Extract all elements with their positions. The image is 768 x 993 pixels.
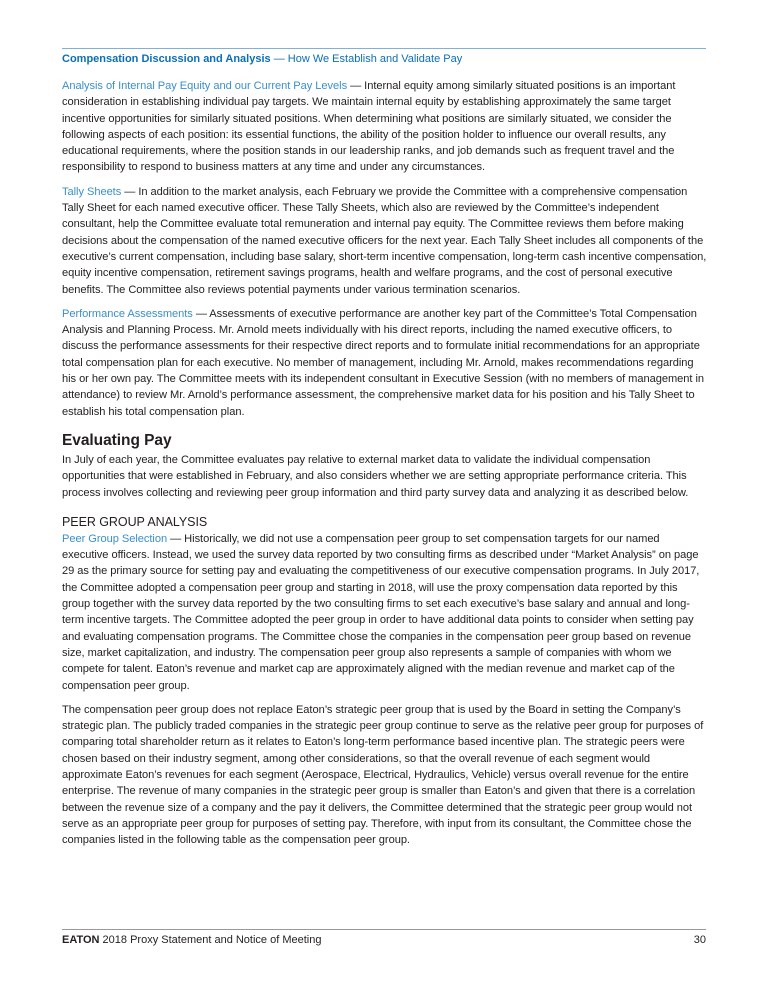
paragraph-internal-equity: [62, 78, 708, 176]
paragraph-performance: [62, 306, 708, 420]
paragraph-lead: Tally Sheets: [62, 185, 122, 198]
paragraph-tally-sheets: [62, 184, 708, 298]
paragraph-text: — Internal equity among similarly situated positions is an important consideration in establishing individual pay targets. We maintain internal equity by establishing approximately the same target incentive opportunities for similarly situated positions. When determining what positions are similarly situated, we consider the following aspects of each position: its essential functions, the ability of the position holder to influence our overall results, any educational requirements, where the position stands in our leadership ranks, and job demands such as frequent travel and the responsibility to respond to business matters at any time and under any circumstances.: [62, 80, 676, 174]
section-title: Compensation Discussion and Analysis: [62, 53, 271, 65]
footer-title: [62, 934, 321, 946]
paragraph-evaluating: In July of each year, the Committee evaluates pay relative to external market data to validate the individual compensation opportunities that were established in February, and also considers whether we are setting appropriate performance criteria. This process involves collecting and reviewing peer group information and third party survey data and analyzing it as described below.: [62, 453, 689, 499]
paragraph-text: — Historically, we did not use a compensation peer group to set compensation targets for our named executive officers. Instead, we used the survey data reported by two consulting firms as described under “Market Analysis” on page 29 as the primary source for setting pay and evaluating the competitiveness of our executive compensation programs. In July 2017, the Committee adopted a compensation peer group and starting in 2018, will use the proxy compensation data reported by this group together with the survey data reported by the two consulting firms to set each executive’s base salary and annual and long-term incentive targets. The Committee adopted the peer group in order to have additional data points to consider when setting pay and evaluating compensation programs. The Committee chose the companies in the compensation peer group based on revenue size, market capitalization, and industry. The compensation peer group also represents a sample of companies with whom we compete for talent. Eaton’s revenue and market cap are approximately aligned with the median revenue and market cap of the compensation peer group.: [62, 532, 700, 692]
paragraph-text: — Assessments of executive performance are another key part of the Committee’s Total Compensation Analysis and Planning Process. Mr. Arnold meets individually with his direct reports, including the named executive officers, to discuss the performance assessments for their respective direct reports and to formulate initial recommendations for an appropriate total compensation plan for each executive. No member of management, including Mr. Arnold, makes recommendations regarding his or her own pay. The Committee meets with its independent consultant in Executive Session (with no members of management in attendance) to review Mr. Arnold’s performance assessment, the comprehensive market data for his position and his Tally Sheet to establish his total compensation plan.: [62, 307, 704, 418]
paragraph-peer-selection: [62, 531, 708, 694]
subsection-title: How We Establish and Validate Pay: [287, 53, 463, 65]
evaluating-pay-heading: Evaluating Pay: [62, 431, 172, 449]
page-number: 30: [693, 934, 706, 946]
footer-rule: [62, 929, 706, 930]
header-rule: [62, 48, 706, 49]
paragraph-strategic-peer: The compensation peer group does not replace Eaton’s strategic peer group that is used by the Board in setting the Company’s strategic plan. The publicly traded companies in the strategic peer group continue to serve as the relative peer group for purposes of comparing total shareholder return as it relates to Eaton’s long-term performance based incentive plan. The strategic peers were chosen based on their industry segment, among other considerations, so that the overall revenue of each segment would approximate Eaton’s revenues for each segment (Aerospace, Electrical, Hydraulics, Vehicle) versus overall revenue for the entire enterprise. The revenue of many companies in the strategic peer group is smaller than Eaton’s and given that there is a correlation between the revenue size of a company and the pay it delivers, the Committee determined that the strategic peer group would not serve as an appropriate peer group for purposes of setting pay. Therefore, with input from its consultant, the Committee chose the companies listed in the following table as the compensation peer group.: [62, 703, 704, 847]
running-header: [62, 53, 462, 65]
page-body: [62, 78, 708, 856]
page-footer: [62, 934, 706, 946]
brand-name: EATON: [62, 934, 100, 946]
document-title: 2018 Proxy Statement and Notice of Meeting: [99, 934, 322, 946]
paragraph-text: — In addition to the market analysis, each February we provide the Committee with a comprehensive compensation Tally Sheet for each named executive officer. These Tally Sheets, which also are reviewed by the Committee’s independent consultant, help the Committee evaluate total remuneration and internal pay equity. The Committee reviews them before making decisions about the compensation of the named executive officers for the next year. Each Tally Sheet includes all components of the executive’s current compensation, including base salary, short-term incentive compensation, long-term cash incentive compensation, equity incentive compensation, retirement savings programs, health and welfare programs, and the cost of personal executive benefits. The Committee also reviews potential payments under various termination scenarios.: [62, 185, 707, 296]
paragraph-lead: Performance Assessments: [62, 307, 193, 320]
paragraph-lead: Peer Group Selection: [62, 532, 168, 545]
paragraph-lead: Analysis of Internal Pay Equity and our Current Pay Levels: [62, 80, 348, 92]
header-separator: —: [270, 53, 288, 65]
peer-group-heading: PEER GROUP ANALYSIS: [62, 514, 208, 529]
